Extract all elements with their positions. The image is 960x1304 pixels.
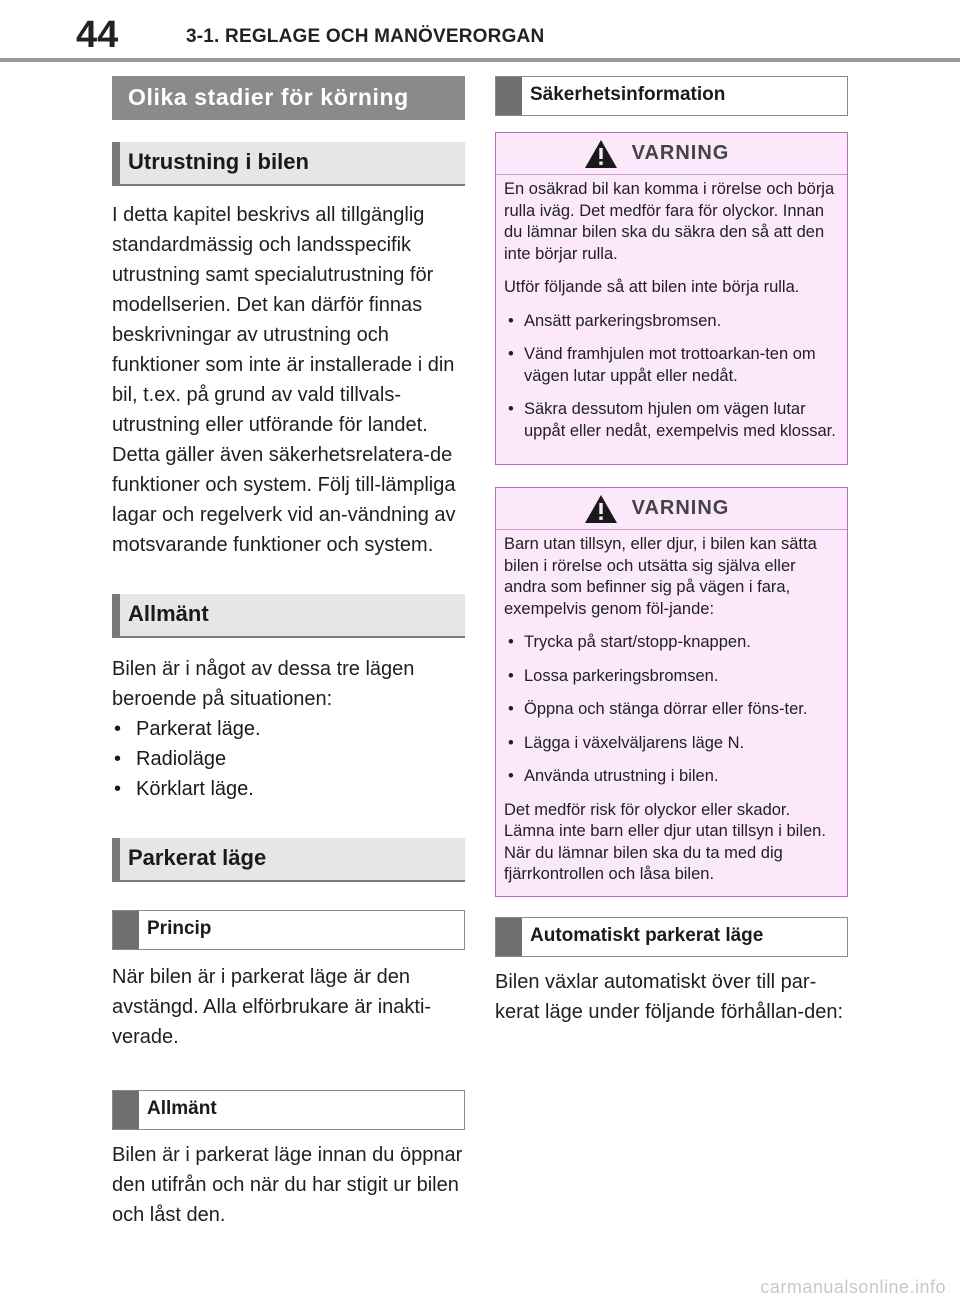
warning-box — [495, 132, 848, 465]
warning-paragraph: Barn utan tillsyn, eller djur, i bilen kan sätta bilen i rörelse och utsätta sig själva eller andra som befinner sig på vägen i fara, exempelvis genom föl-jande: — [504, 535, 817, 618]
heading-principle: Princip — [112, 910, 465, 950]
warning-body — [496, 530, 847, 896]
list-item: • Trycka på start/stopp-knappen. — [504, 632, 837, 654]
warning-paragraph: Utför följande så att bilen inte börja rulla. — [504, 278, 800, 296]
list-item: • Använda utrustning i bilen. — [504, 766, 837, 788]
page-number: 44 — [76, 14, 119, 56]
warning-title: VARNING — [631, 497, 730, 519]
left-column — [112, 76, 465, 1230]
warning-header — [496, 133, 847, 175]
list-item: • Säkra dessutom hjulen om vägen lutar uppåt eller nedåt, exempelvis med klossar. — [504, 399, 837, 442]
list-item: • Radioläge — [112, 744, 465, 774]
heading-parked-general: Allmänt — [112, 1090, 465, 1130]
warning-triangle-icon — [584, 139, 618, 169]
page-header — [0, 0, 960, 64]
right-column — [495, 76, 848, 1027]
heading-general: Allmänt — [112, 594, 465, 638]
warning-title: VARNING — [631, 142, 730, 164]
auto-parked-text: Bilen växlar automatiskt över till par-kerat läge under följande förhållan-den: — [495, 970, 844, 1023]
warning-header — [496, 488, 847, 530]
principle-text: När bilen är i parkerat läge är den avstängd. Alla elförbrukare är inakti-verade. — [112, 966, 432, 1048]
list-item: • Parkerat läge. — [112, 714, 465, 744]
warning-box — [495, 487, 848, 897]
general-intro: Bilen är i något av dessa tre lägen beroende på situationen: — [112, 658, 415, 710]
warning-paragraph: En osäkrad bil kan komma i rörelse och börja rulla iväg. Det medför fara för olyckor. Innan du lämnar bilen ska du säkra den så att den inte börjar rulla. — [504, 180, 835, 263]
list-item: • Körklart läge. — [112, 774, 465, 804]
header-divider — [0, 58, 960, 62]
parked-general-text: Bilen är i parkerat läge innan du öppnar den utifrån och när du har stigit ur bilen och låst den. — [112, 1144, 463, 1226]
heading-parked: Parkerat läge — [112, 838, 465, 882]
heading-auto-parked: Automatiskt parkerat läge — [495, 917, 848, 957]
warning-list — [504, 311, 837, 443]
equipment-text: I detta kapitel beskrivs all tillgänglig standardmässig och landsspecifik utrustning samt specialutrustning för modellserien. Det kan därför finnas beskrivningar av utrustning och funktioner som inte är installerade i din bil, t.ex. på grund av vald tillvals-utrustning eller utförande för landet. Detta gäller även säkerhetsrelatera-de funktioner och system. Följ till-lämpliga lagar och regelverk vid an-vändning av motsvarande funktioner och system. — [112, 204, 456, 556]
list-item: • Lossa parkeringsbromsen. — [504, 666, 837, 688]
modes-list — [112, 714, 465, 804]
chapter-title: 3-1. REGLAGE OCH MANÖVERORGAN — [186, 26, 545, 47]
list-item: • Lägga i växelväljarens läge N. — [504, 733, 837, 755]
heading-safety: Säkerhetsinformation — [495, 76, 848, 116]
warning-body — [496, 175, 847, 464]
watermark: carmanualsonline.info — [760, 1277, 946, 1297]
warning-triangle-icon — [584, 494, 618, 524]
list-item: • Vänd framhjulen mot trottoarkan-ten om vägen lutar uppåt eller nedåt. — [504, 344, 837, 387]
heading-equipment: Utrustning i bilen — [112, 142, 465, 186]
list-item: • Ansätt parkeringsbromsen. — [504, 311, 837, 333]
warning-paragraph: Det medför risk för olyckor eller skador. Lämna inte barn eller djur utan tillsyn i bilen. När du lämnar bilen ska du ta med dig fjärrkontrollen och låsa bilen. — [504, 800, 826, 883]
warning-list — [504, 632, 837, 788]
list-item: • Öppna och stänga dörrar eller föns-ter. — [504, 699, 837, 721]
section-title: Olika stadier för körning — [112, 76, 465, 120]
